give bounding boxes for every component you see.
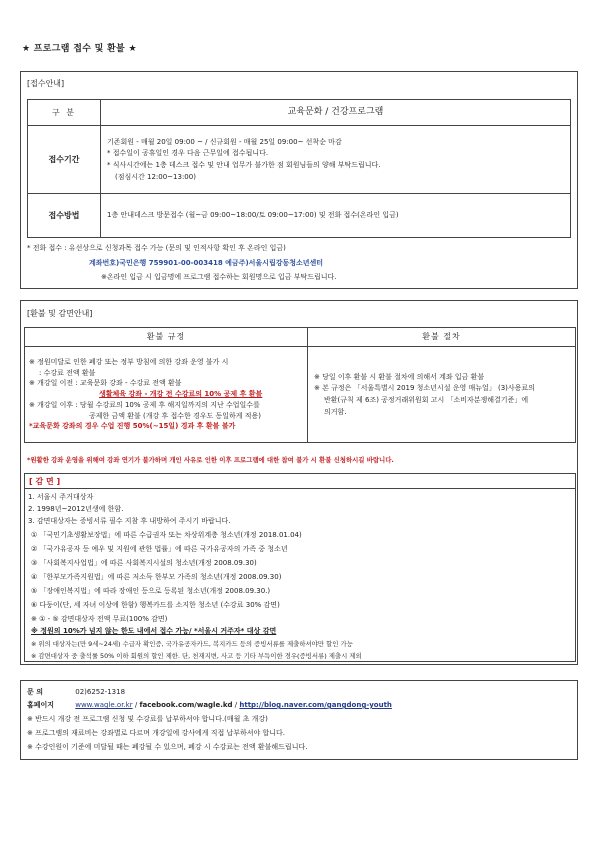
procedure-line: ※ 당일 이후 환불 시 환불 절차에 의해서 계좌 입금 환불 [314, 372, 485, 381]
rule-line: ※ 개강일 이전 : 교육문화 강좌 - 수강료 전액 환불 [29, 379, 182, 388]
discount-item: ※ 감면대상자 중 출석률 50% 이하 회원의 할인 제한. 단, 천재지변, 사고 등 기타 부득이한 경우(증빙서류) 제출시 제외 [31, 652, 362, 660]
refund-header: [환불 및 감면안내] [27, 309, 93, 318]
contact-section [20, 680, 578, 760]
period-label: 접수기간 [28, 126, 101, 194]
period-line: * 접수일이 공휴일인 경우 다음 근무일에 접수됩니다. [107, 149, 269, 158]
period-line: (점심시간 12:00~13:00) [115, 172, 196, 181]
rule-line: ※ 정원미달로 인한 폐강 또는 정부 방침에 의한 강좌 운영 불가 시 [29, 357, 229, 366]
refund-procedure [308, 347, 576, 443]
discount-item: ② 「국가유공자 등 예우 및 지원에 관한 법률」에 따른 국가유공자의 가족 중 청소년 [31, 545, 288, 553]
discount-item: ※ 위의 대상자는(만 9세~24세) 수급자 확인증, 국가유공자카드, 복지카드 등의 증빙서류를 제출하셔야만 할인 가능 [31, 640, 353, 648]
reception-note-phone: * 전화 접수 : 유선상으로 신청과목 접수 가능 (문의 및 인적사항 확인 후 온라인 입금) [27, 244, 286, 252]
discount-item: ※ ① - ⑤ 감면대상자 전액 무료(100% 감면) [31, 615, 168, 623]
procedure-line: ※ 본 규정은 「서울특별시 2019 청소년시설 운영 매뉴얼」 (3)사용료의 [314, 384, 535, 393]
discount-item: ③ 「사회복지사업법」에 따른 사회복지시설의 청소년(개정 2008.09.30) [31, 559, 257, 567]
method-text: 1층 안내데스크 방문접수 (월~금 09:00~18:00/토 09:00~17:00) 및 전화 접수(온라인 입금) [101, 194, 571, 238]
rule-line-highlight: 생활체육 강좌 - 개강 전 수강료의 10% 공제 후 환불 [99, 390, 263, 399]
discount-list [24, 488, 576, 662]
discount-item: ① 「국민기초생활보장법」에 따른 수급권자 또는 차상위계층 청소년(개정 2018.01.04) [31, 531, 302, 539]
col-label: 구 분 [28, 100, 101, 126]
facebook-link[interactable]: facebook.com/wagle.kd [139, 701, 233, 709]
rule-line: : 수강료 전액 환불 [39, 368, 96, 377]
refund-rules [25, 347, 308, 443]
rule-line: ※ 개강일 이후 : 당월 수강료의 10% 공제 후 해지일까지의 지난 수업일수를 [29, 400, 260, 409]
bank-account: 계좌번호)국민은행 759901-00-003418 예금주)서울시립강동청소년센터 [89, 259, 324, 267]
period-line: * 식사시간에는 1층 데스크 접수 및 안내 업무가 불가한 점 회원님들의 양해 부탁드립니다. [107, 161, 381, 169]
discount-item: 2. 1998년~2012년생에 한함. [28, 505, 124, 513]
contact-note: ※ 수강인원이 기준에 미달될 때는 폐강될 수 있으며, 폐강 시 수강료는 전액 환불해드립니다. [27, 743, 308, 751]
method-label: 접수방법 [28, 194, 101, 238]
homepage-row: 홈페이지 www.wagle.or.kr / facebook.com/wagle.kd / http://blog.naver.com/gangdong-youth [27, 701, 392, 709]
blog-link[interactable]: http://blog.naver.com/gangdong-youth [239, 701, 392, 709]
homepage-link[interactable]: www.wagle.or.kr [75, 701, 133, 709]
rule-line-warning: *교육문화 강좌의 경우 수업 진행 50%(~15일) 경과 후 환불 불가 [29, 422, 236, 431]
inquiry-label: 문 의 [27, 688, 43, 696]
period-line: 기존회원 - 매월 20일 09:00 ~ / 신규회원 - 매월 25일 09:00~ 선착순 마감 [107, 137, 342, 146]
discount-item-highlight: ※ 정원의 10%가 넘지 않는 한도 내에서 접수 가능/ *서울시 거주자* 대상 감면 [31, 627, 277, 635]
period-content [101, 126, 571, 194]
reception-note-deposit: ※온라인 입금 시 입금명에 프로그램 접수하는 회원명으로 입금 부탁드립니다. [101, 273, 337, 281]
refund-warning: *원활한 강좌 운영을 위해여 강좌 연기가 불가하며 개인 사유로 인한 이후 프로그램에 대한 참여 불가 시 환불 신청하시길 바랍니다. [27, 456, 394, 464]
rule-header: 환불 규정 [25, 328, 308, 347]
reception-table [27, 99, 571, 238]
procedure-header: 환불 절차 [308, 328, 576, 347]
inquiry-phone: 02)6252-1318 [75, 688, 126, 696]
reception-section [20, 71, 578, 289]
col-value: 교육문화 / 건강프로그램 [101, 100, 571, 126]
discount-item: ④ 「한부모가족지원법」에 따른 저소득 한부모 가족의 청소년(개정 2008.09.30) [31, 573, 282, 581]
discount-item: 3. 감면대상자는 증빙서류 필수 지참 후 내방하여 주시기 바랍니다. [28, 517, 231, 525]
inquiry-row [27, 688, 125, 697]
contact-note: ※ 반드시 개강 전 프로그램 신청 및 수강료를 납부하셔야 합니다.(매월 초 개강) [27, 715, 268, 723]
discount-item: ⑤ 「장애인복지법」에 따라 장애인 등으로 등록된 청소년(개정 2008.09.30.) [31, 587, 271, 595]
rule-line: 공제한 금액 환불 (개강 후 접수한 경우도 동일하게 적용) [89, 411, 262, 420]
procedure-line: 반환(규칙 제 6조) 공정거래위원회 고시 「소비자분쟁해결기준」에 [324, 396, 529, 404]
refund-section [20, 300, 578, 665]
contact-note: ※ 프로그램의 재료비는 강좌별로 다르며 개강일에 강사에게 직접 납부하셔야 합니다. [27, 729, 286, 737]
reception-header: [접수안내] [27, 79, 65, 88]
discount-header: [ 감 면 ] [29, 477, 61, 486]
refund-table [24, 327, 576, 443]
homepage-label: 홈페이지 [27, 701, 55, 709]
discount-header-row [24, 473, 576, 488]
discount-item: ⑥ 다둥이(단, 세 자녀 이상에 한함) 행복카드를 소지한 청소년 (수강료 30% 감면) [31, 601, 280, 609]
page-title: ★ 프로그램 접수 및 환불 ★ [22, 44, 137, 54]
discount-item: 1. 서울시 주거대상자 [28, 493, 94, 501]
procedure-line: 의거함. [324, 407, 347, 416]
